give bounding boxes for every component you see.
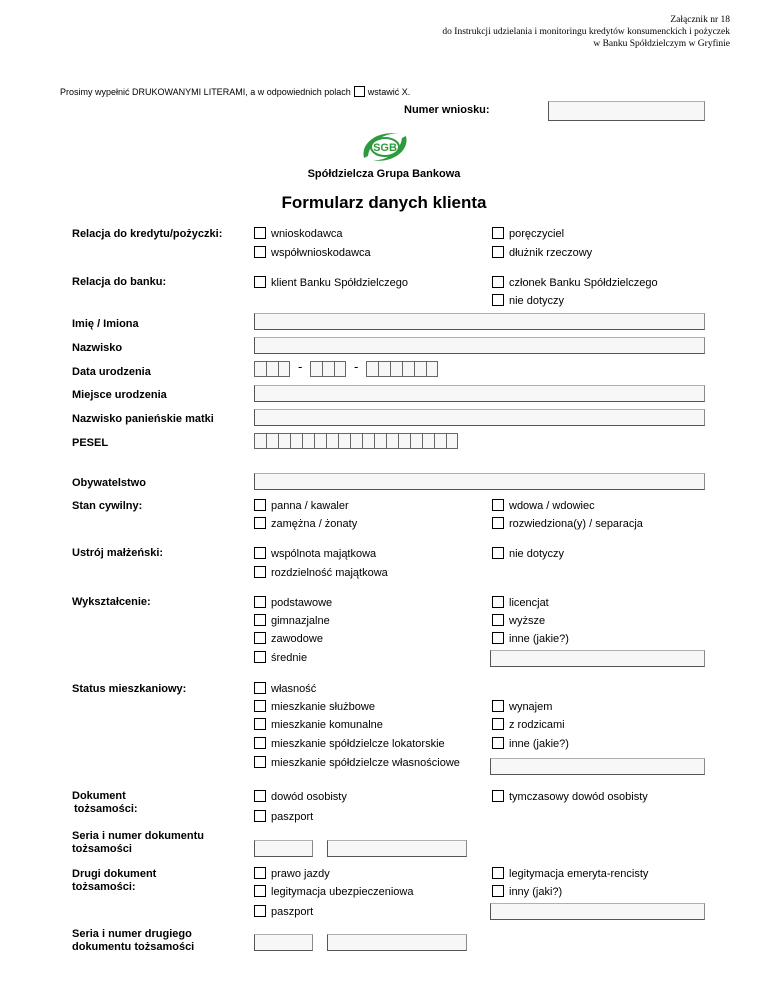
id-document-label-line2: tożsamości: (74, 803, 138, 815)
option-prawo-jazdy[interactable]: prawo jazdy (254, 867, 330, 881)
second-document-label (72, 868, 156, 894)
relation-bank-label: Relacja do banku: (72, 276, 167, 288)
option-zamezna-zonaty[interactable]: zamężna / żonaty (254, 517, 357, 531)
digit-cell[interactable] (390, 361, 402, 377)
option-legitymacja-ubezpieczeniowa[interactable]: legitymacja ubezpieczeniowa (254, 885, 413, 899)
option-mieszkanie-komunalne[interactable]: mieszkanie komunalne (254, 718, 383, 732)
checkbox-icon[interactable] (254, 547, 266, 559)
checkbox-icon[interactable] (254, 885, 266, 897)
checkbox-icon[interactable] (492, 867, 504, 879)
second-document-other-input[interactable] (490, 903, 705, 920)
option-zawodowe[interactable]: zawodowe (254, 632, 323, 646)
checkbox-icon[interactable] (254, 867, 266, 879)
bank-name: Spółdzielcza Grupa Bankowa (307, 168, 461, 180)
option-wspolwnioskodawca[interactable]: współwnioskodawca (254, 246, 371, 260)
checkbox-icon[interactable] (492, 790, 504, 802)
last-name-label: Nazwisko (72, 342, 123, 354)
option-podstawowe[interactable]: podstawowe (254, 596, 332, 610)
pesel-label: PESEL (72, 437, 109, 449)
sgb-logo-icon (358, 128, 412, 166)
birth-date-label: Data urodzenia (72, 366, 151, 378)
checkbox-icon[interactable] (492, 718, 504, 730)
checkbox-icon[interactable] (254, 276, 266, 288)
digit-cell[interactable] (322, 361, 334, 377)
instruction-after: wstawić X. (367, 87, 411, 97)
option-spoldzielcze-wlasnosciowe[interactable]: mieszkanie spółdzielcze własnościowe (254, 756, 460, 770)
pesel-input[interactable] (254, 433, 458, 449)
digit-cell[interactable] (290, 433, 302, 449)
annex-line-3: w Banku Spółdzielczym w Gryfinie (593, 39, 730, 49)
digit-cell[interactable] (314, 433, 326, 449)
digit-cell[interactable] (310, 361, 322, 377)
checkbox-icon[interactable] (254, 246, 266, 258)
option-srednie[interactable]: średnie (254, 651, 307, 665)
checkbox-icon[interactable] (254, 905, 266, 917)
citizenship-label: Obywatelstwo (72, 477, 146, 489)
option-wdowa-wdowiec[interactable]: wdowa / wdowiec (492, 499, 595, 513)
first-name-input[interactable] (254, 313, 705, 330)
logo-text: SGB (373, 142, 397, 154)
housing-status-label: Status mieszkaniowy: (72, 683, 187, 695)
option-legitymacja-emeryta[interactable]: legitymacja emeryta-rencisty (492, 867, 648, 881)
option-dluznik-rzeczowy[interactable]: dłużnik rzeczowy (492, 246, 592, 260)
digit-cell[interactable] (254, 433, 266, 449)
digit-cell[interactable] (266, 433, 278, 449)
checkbox-icon[interactable] (254, 790, 266, 802)
option-poreczyciel[interactable]: poręczyciel (492, 227, 564, 241)
checkbox-icon[interactable] (254, 737, 266, 749)
last-name-input[interactable] (254, 337, 705, 354)
checkbox-icon[interactable] (254, 596, 266, 608)
digit-cell[interactable] (254, 361, 266, 377)
date-separator: - (298, 359, 303, 374)
option-nie-dotyczy-bank[interactable]: nie dotyczy (492, 294, 564, 308)
checkbox-icon[interactable] (492, 700, 504, 712)
birth-place-label: Miejsce urodzenia (72, 389, 167, 401)
mother-maiden-name-input[interactable] (254, 409, 705, 426)
option-z-rodzicami[interactable]: z rodzicami (492, 718, 565, 732)
option-wynajem[interactable]: wynajem (492, 700, 552, 714)
checkbox-icon[interactable] (492, 499, 504, 511)
request-number-input[interactable] (548, 101, 705, 121)
digit-cell[interactable] (414, 361, 426, 377)
property-regime-label: Ustrój małżeński: (72, 547, 164, 559)
citizenship-input[interactable] (254, 473, 705, 490)
request-number-label: Numer wniosku: (404, 104, 490, 116)
second-series-label-line2: dokumentu tożsamości (72, 941, 195, 953)
checkbox-icon[interactable] (254, 756, 266, 768)
checkbox-icon[interactable] (254, 614, 266, 626)
option-wspolnota-majatkowa[interactable]: wspólnota majątkowa (254, 547, 376, 561)
option-inne-wyksztalcenie[interactable]: inne (jakie?) (492, 632, 569, 646)
digit-cell[interactable] (446, 433, 458, 449)
digit-cell[interactable] (338, 433, 350, 449)
option-paszport[interactable]: paszport (254, 810, 313, 824)
checkbox-icon[interactable] (254, 810, 266, 822)
digit-cell[interactable] (334, 361, 346, 377)
digit-cell[interactable] (378, 361, 390, 377)
digit-cell[interactable] (410, 433, 422, 449)
instruction-text (60, 86, 410, 97)
digit-cell[interactable] (278, 361, 290, 377)
form-title: Formularz danych klienta (281, 193, 487, 212)
second-series-label-line1: Seria i numer drugiego (72, 928, 192, 940)
second-number-input[interactable] (327, 934, 467, 951)
option-spoldzielcze-lokatorskie[interactable]: mieszkanie spółdzielcze lokatorskie (254, 737, 445, 751)
id-number-input[interactable] (327, 840, 467, 857)
checkbox-icon[interactable] (254, 517, 266, 529)
digit-cell[interactable] (374, 433, 386, 449)
checkbox-icon[interactable] (254, 566, 266, 578)
option-paszport-drugi[interactable]: paszport (254, 905, 313, 919)
birth-year-input[interactable] (366, 361, 438, 377)
second-document-label-line2: tożsamości: (72, 881, 136, 893)
option-dowod-osobisty[interactable]: dowód osobisty (254, 790, 347, 804)
digit-cell[interactable] (426, 361, 438, 377)
digit-cell[interactable] (278, 433, 290, 449)
birth-place-input[interactable] (254, 385, 705, 402)
option-rozdzielnosc-majatkowa[interactable]: rozdzielność majątkowa (254, 566, 388, 580)
digit-cell[interactable] (422, 433, 434, 449)
checkbox-icon[interactable] (492, 246, 504, 258)
option-wnioskodawca[interactable]: wnioskodawca (254, 227, 343, 241)
checkbox-icon[interactable] (492, 517, 504, 529)
digit-cell[interactable] (362, 433, 374, 449)
checkbox-icon[interactable] (492, 737, 504, 749)
option-panna-kawaler[interactable]: panna / kawaler (254, 499, 349, 513)
birth-month-input[interactable] (310, 361, 346, 377)
checkbox-icon[interactable] (492, 294, 504, 306)
annex-header (442, 14, 730, 50)
id-series-input[interactable] (254, 840, 313, 857)
digit-cell[interactable] (266, 361, 278, 377)
checkbox-icon[interactable] (254, 632, 266, 644)
digit-cell[interactable] (366, 361, 378, 377)
checkbox-icon[interactable] (254, 499, 266, 511)
option-wlasnosc[interactable]: własność (254, 682, 316, 696)
checkbox-icon[interactable] (492, 596, 504, 608)
mother-maiden-name-label: Nazwisko panieńskie matki (72, 413, 214, 425)
checkbox-icon[interactable] (254, 700, 266, 712)
digit-cell[interactable] (434, 433, 446, 449)
digit-cell[interactable] (326, 433, 338, 449)
instruction-before: Prosimy wypełnić DRUKOWANYMI LITERAMI, a w odpowiednich polach (60, 87, 351, 97)
option-inne-mieszkaniowy[interactable]: inne (jakie?) (492, 737, 569, 751)
checkbox-icon[interactable] (254, 682, 266, 694)
option-czlonek-bs[interactable]: członek Banku Spółdzielczego (492, 276, 658, 290)
education-label: Wykształcenie: (72, 596, 151, 608)
second-series-input[interactable] (254, 934, 313, 951)
option-wyzsze[interactable]: wyższe (492, 614, 545, 628)
digit-cell[interactable] (302, 433, 314, 449)
checkbox-icon[interactable] (492, 885, 504, 897)
id-document-label-line1: Dokument (72, 790, 126, 802)
second-document-label-line1: Drugi dokument (72, 868, 157, 880)
checkbox-icon[interactable] (254, 227, 266, 239)
digit-cell[interactable] (350, 433, 362, 449)
checkbox-icon[interactable] (492, 614, 504, 626)
relation-credit-label: Relacja do kredytu/pożyczki: (72, 228, 223, 240)
option-inny-dokument[interactable]: inny (jaki?) (492, 885, 562, 899)
option-tymczasowy-dowod[interactable]: tymczasowy dowód osobisty (492, 790, 648, 804)
annex-line-1: Załącznik nr 18 (670, 15, 730, 25)
checkbox-icon[interactable] (492, 632, 504, 644)
housing-other-input[interactable] (490, 758, 705, 775)
digit-cell[interactable] (402, 361, 414, 377)
sgb-logo (358, 128, 412, 171)
birth-day-input[interactable] (254, 361, 290, 377)
checkbox-icon[interactable] (254, 718, 266, 730)
annex-line-2: do Instrukcji udzielania i monitoringu kredytów konsumenckich i pożyczek (442, 27, 730, 37)
digit-cell[interactable] (398, 433, 410, 449)
option-mieszkanie-sluzbowe[interactable]: mieszkanie służbowe (254, 700, 375, 714)
id-series-label-line2: tożsamości (72, 843, 132, 855)
checkbox-sample-icon (354, 86, 365, 97)
checkbox-icon[interactable] (492, 227, 504, 239)
education-other-input[interactable] (490, 650, 705, 667)
option-nie-dotyczy-ustroj[interactable]: nie dotyczy (492, 547, 564, 561)
option-gimnazjalne[interactable]: gimnazjalne (254, 614, 330, 628)
checkbox-icon[interactable] (492, 547, 504, 559)
option-klient-bs[interactable]: klient Banku Spółdzielczego (254, 276, 408, 290)
digit-cell[interactable] (386, 433, 398, 449)
id-series-label-line1: Seria i numer dokumentu (72, 830, 205, 842)
option-rozwiedziona-separacja[interactable]: rozwiedziona(y) / separacja (492, 517, 643, 531)
date-separator: - (354, 359, 359, 374)
second-series-label (72, 928, 194, 954)
id-document-label (72, 790, 138, 816)
option-licencjat[interactable]: licencjat (492, 596, 549, 610)
id-series-label (72, 830, 204, 856)
checkbox-icon[interactable] (254, 651, 266, 663)
marital-status-label: Stan cywilny: (72, 500, 143, 512)
first-name-label: Imię / Imiona (72, 318, 139, 330)
checkbox-icon[interactable] (492, 276, 504, 288)
